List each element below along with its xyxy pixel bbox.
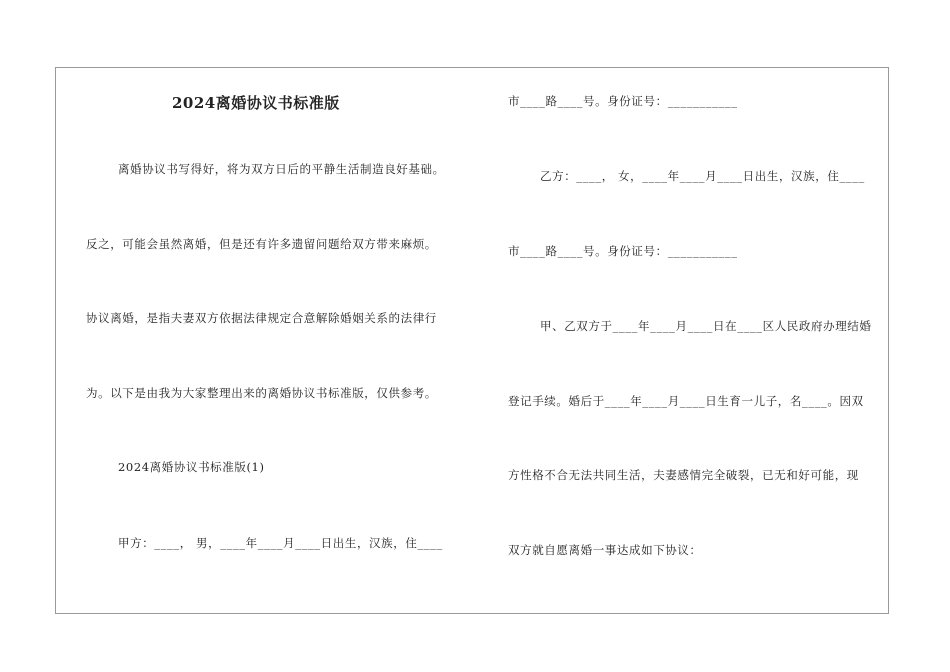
paragraph-line: 双方就自愿离婚一事达成如下协议： <box>508 543 702 557</box>
paragraph-line: 为。以下是由我为大家整理出来的离婚协议书标准版，仅供参考。 <box>86 386 437 400</box>
paragraph-line: 离婚协议书写得好，将为双方日后的平静生活制造良好基础。 <box>118 162 445 176</box>
paragraph-line: 甲、乙双方于____年____月____日在____区人民政府办理结婚 <box>540 319 872 333</box>
document-page <box>55 67 889 614</box>
paragraph-line: 甲方：____， 男，____年____月____日出生，汉族，住____ <box>118 536 443 550</box>
paragraph-line: 协议离婚，是指夫妻双方依据法律规定合意解除婚姻关系的法律行 <box>86 311 437 325</box>
paragraph-line: 市____路____号。身份证号：___________ <box>508 94 738 108</box>
paragraph-line: 登记手续。婚后于____年____月____日生育一儿子，名____。因双 <box>508 394 864 408</box>
paragraph-line: 方性格不合无法共同生活，夫妻感情完全破裂，已无和好可能，现 <box>508 468 859 482</box>
paragraph-line: 反之，可能会虽然离婚，但是还有许多遗留问题给双方带来麻烦。 <box>86 237 437 251</box>
paragraph-line: 市____路____号。身份证号：___________ <box>508 244 738 258</box>
section-heading: 2024离婚协议书标准版(1) <box>118 460 265 474</box>
document-title: 2024离婚协议书标准版 <box>172 94 340 112</box>
paragraph-line: 乙方：____， 女，____年____月____日出生，汉族，住____ <box>540 169 865 183</box>
